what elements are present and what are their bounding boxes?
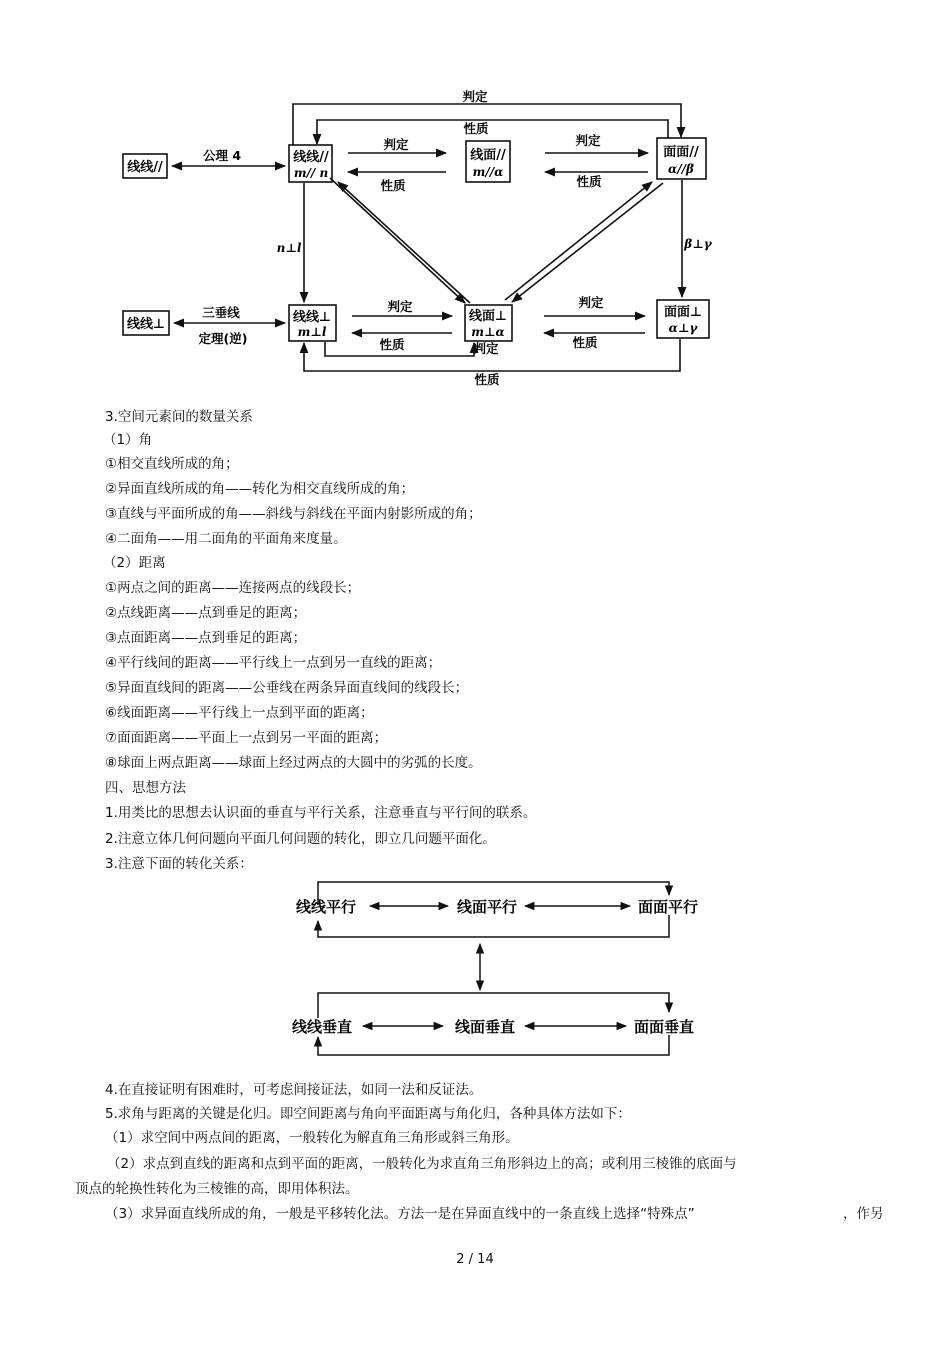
box-text-mlperp-top: 线线⊥	[293, 310, 331, 325]
text-line: ④二面角——用二面角的平面角来度量。	[105, 531, 347, 547]
text-line: （3）求异面直线所成的角，一般是平移转化法。方法一是在异面直线中的一条直线上选择“特殊点”	[105, 1206, 695, 1222]
text-line: （2）求点到直线的距离和点到平面的距离，一般转化为求直角三角形斜边上的高；或利用三棱锥的底面与	[107, 1156, 737, 1172]
box-text-mmp-bot: α⊥γ	[668, 321, 698, 335]
text-line: 2.注意立体几何问题向平面几何问题的转化，即立几问题平面化。	[105, 831, 496, 847]
text-line: ⑥线面距离——平行线上一点到平面的距离；	[105, 705, 374, 721]
label-bottom-prop: 性质	[474, 372, 500, 387]
text-line: ①相交直线所成的角；	[105, 456, 239, 472]
label-beta-perp-gamma: β⊥γ	[684, 237, 712, 251]
box-text-lmp-bot: m⊥α	[471, 325, 505, 339]
label-prop3: 性质	[379, 337, 405, 352]
box-text-mn-top: 线线//	[293, 150, 329, 165]
label-judge1: 判定	[383, 137, 409, 152]
box-text-lmpar-bot: m//α	[472, 165, 504, 179]
node-line-plane-parallel: 线面平行	[456, 898, 518, 916]
box-text-mmpar-bot: α//β	[668, 162, 694, 176]
box-text-lmp-top: 线面⊥	[469, 309, 507, 324]
text-line: ⑦面面距离——平面上一点到另一平面的距离；	[105, 730, 388, 746]
label-top-judge: 判定	[462, 89, 488, 104]
subheading-angle: （1）角	[103, 432, 153, 448]
box-text-ll-perp: 线线⊥	[127, 317, 165, 332]
text-line: ②点线距离——点到垂足的距离；	[105, 605, 307, 621]
node-plane-plane-perp: 面面垂直	[633, 1018, 695, 1036]
text-line: 顶点的轮换性转化为三棱锥的高，即用体积法。	[75, 1181, 359, 1197]
text-line: ③点面距离——点到垂足的距离；	[105, 630, 307, 646]
node-line-plane-perp: 线面垂直	[454, 1018, 516, 1036]
text-line: ②异面直线所成的角——转化为相交直线所成的角；	[105, 481, 415, 497]
section-heading-methods: 四、思想方法	[105, 780, 186, 796]
node-line-line-parallel: 线线平行	[295, 898, 357, 916]
label-top-prop: 性质	[463, 121, 489, 136]
node-plane-plane-parallel: 面面平行	[637, 898, 699, 916]
text-line: 1.用类比的思想去认识面的垂直与平行关系，注意垂直与平行间的联系。	[105, 805, 537, 821]
label-bottom-judge: 判定	[473, 341, 499, 356]
page-number: 2 / 14	[456, 1252, 494, 1267]
box-text-mmp-top: 面面⊥	[664, 305, 702, 320]
label-three-perp: 三垂线	[202, 305, 240, 320]
label-judge3: 判定	[387, 299, 413, 314]
label-prop2: 性质	[576, 174, 602, 189]
text-line: ③直线与平面所成的角——斜线与斜线在平面内射影所成的角；	[105, 506, 482, 522]
section-heading: 3.空间元素间的数量关系	[105, 409, 253, 425]
text-line: ⑤异面直线间的距离——公垂线在两条异面直线间的线段长；	[105, 680, 469, 696]
text-line: ④平行线间的距离——平行线上一点到另一直线的距离；	[105, 655, 442, 671]
text-line: 5.求角与距离的关键是化归。即空间距离与角向平面距离与角化归，各种具体方法如下：	[105, 1106, 631, 1122]
label-axiom4: 公理 4	[202, 148, 242, 163]
text-line: 3.注意下面的转化关系：	[105, 856, 253, 872]
label-judge2: 判定	[575, 133, 601, 148]
box-text-mn-bot: m// n	[293, 166, 329, 180]
label-theorem-inv: 定理(逆)	[198, 331, 248, 346]
node-line-line-perp: 线线垂直	[291, 1018, 353, 1036]
text-line-tail: ，作另	[843, 1206, 884, 1222]
text-line: ⑧球面上两点距离——球面上经过两点的大圆中的劣弧的长度。	[105, 755, 482, 771]
label-n-perp-l: n⊥l	[276, 241, 302, 255]
label-judge4: 判定	[578, 295, 604, 310]
box-text-mlperp-bot: m⊥l	[297, 325, 327, 339]
label-prop4: 性质	[572, 335, 598, 350]
text-line: 4.在直接证明有困难时，可考虑间接证法，如同一法和反证法。	[105, 1082, 483, 1098]
box-text-ll-par: 线线//	[127, 160, 163, 175]
box-text-mmpar-top: 面面//	[663, 145, 699, 160]
text-line: （1）求空间中两点间的距离，一般转化为解直角三角形或斜三角形。	[105, 1130, 519, 1146]
relationship-diagram	[0, 0, 950, 400]
text-line: ①两点之间的距离——连接两点的线段长；	[105, 580, 361, 596]
label-prop1: 性质	[380, 178, 406, 193]
box-text-lmpar-top: 线面//	[470, 148, 506, 163]
subheading-distance: （2）距离	[103, 555, 166, 571]
